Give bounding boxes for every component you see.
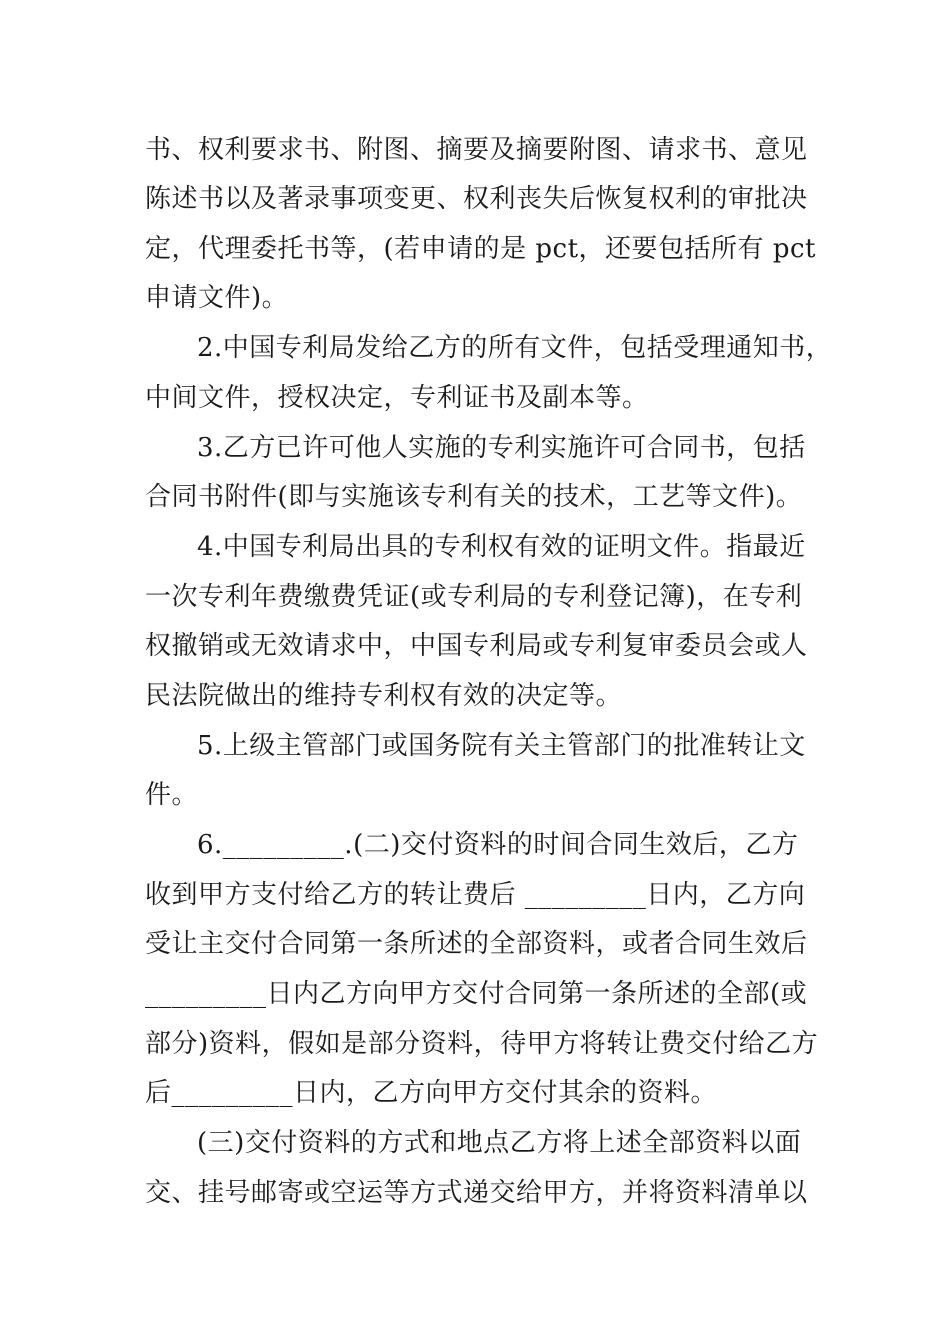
paragraph-start-line: 5.上级主管部门或国务院有关主管部门的批准转让文 [197, 731, 806, 761]
text-line: 部分)资料，假如是部分资料，待甲方将转让费交付给乙方 [145, 1029, 819, 1059]
text-line: 件。 [145, 780, 199, 810]
text-line: 交、挂号邮寄或空运等方式递交给甲方，并将资料清单以 [145, 1178, 808, 1208]
paragraph-start-line: (三)交付资料的方式和地点乙方将上述全部资料以面 [197, 1128, 802, 1158]
text-line: 定，代理委托书等，(若申请的是 pct，还要包括所有 pct [145, 234, 816, 264]
text-line: 申请文件)。 [145, 283, 289, 313]
paragraph-start-line: 6._________.(二)交付资料的时间合同生效后，乙方 [197, 830, 799, 860]
text-line: 陈述书以及著录事项变更、权利丧失后恢复权利的审批决 [145, 184, 808, 214]
text-line: 收到甲方支付给乙方的转让费后 _________日内，乙方向 [145, 880, 806, 910]
text-line: 合同书附件(即与实施该专利有关的技术，工艺等文件)。 [145, 482, 803, 512]
text-line: 权撤销或无效请求中，中国专利局或专利复审委员会或人 [145, 631, 808, 661]
text-line: _________日内乙方向甲方交付合同第一条所述的全部(或 [145, 979, 808, 1009]
text-line: 中间文件，授权决定，专利证书及副本等。 [145, 383, 649, 413]
text-line: 民法院做出的维持专利权有效的决定等。 [145, 681, 623, 711]
paragraph-start-line: 2.中国专利局发给乙方的所有文件，包括受理通知书， [197, 333, 833, 363]
text-line: 受让主交付合同第一条所述的全部资料，或者合同生效后 [145, 929, 808, 959]
paragraph-start-line: 3.乙方已许可他人实施的专利实施许可合同书，包括 [197, 433, 806, 463]
paragraph-start-line: 4.中国专利局出具的专利权有效的证明文件。指最近 [197, 532, 806, 562]
text-line: 后_________日内，乙方向甲方交付其余的资料。 [145, 1078, 718, 1108]
text-line: 一次专利年费缴费凭证(或专利局的专利登记簿)，在专利 [145, 582, 803, 612]
text-line: 书、权利要求书、附图、摘要及摘要附图、请求书、意见 [145, 135, 808, 165]
